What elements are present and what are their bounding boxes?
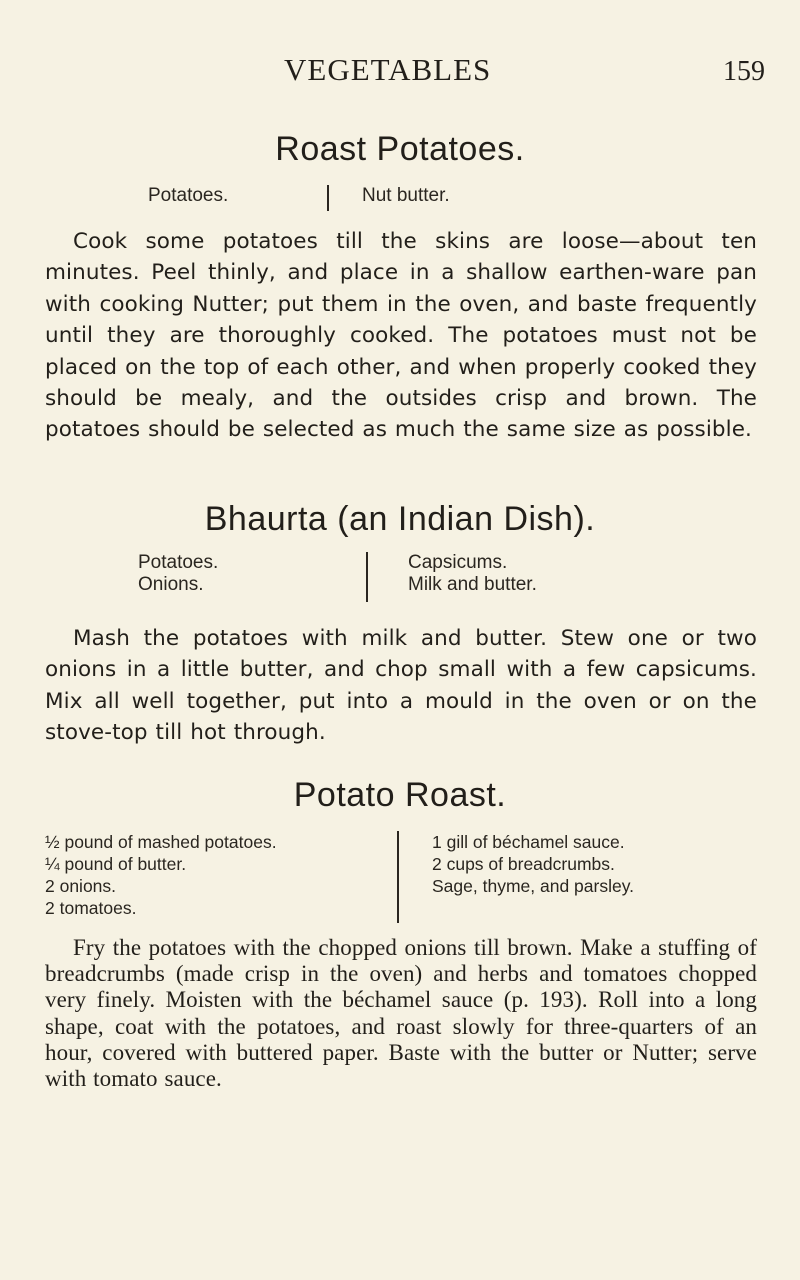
recipe-method [45,935,757,1092]
ingredients-list [0,185,800,211]
ingredient-item: Sage, thyme, and parsley. [432,876,635,896]
ingredient-item: 1 gill of béchamel sauce. [432,832,625,852]
ingredient-item: ¼ pound of butter. [45,854,187,874]
ingredient-item: 2 cups of breadcrumbs. [432,854,615,874]
recipe-method [45,226,757,446]
method-text: Fry the potatoes with the chopped onions till brown. Make a stuffing of breadcrumbs (made crisp in the oven) and herbs and tomatoes chopped very finely. Moisten with the béchamel sauce (p. 193). Roll into a long shape, coat with the potatoes, and roast slowly for three-quarters of an hour, covered with buttered paper. Baste with the butter or Nutter; serve with tomato sauce. [45,935,757,1092]
recipe-title: Potato Roast. [293,776,507,814]
ingredient-item: Capsicums. [408,552,508,573]
ingredient-item: 2 onions. [45,876,117,896]
ingredients-divider [366,552,368,602]
ingredients-right-column [432,831,634,897]
ingredients-right-column [362,185,450,207]
running-head [0,52,800,92]
ingredients-left-column [148,185,228,207]
ingredient-item: Onions. [138,574,204,595]
ingredients-right-column [408,552,537,596]
ingredient-item: Potatoes. [138,552,219,573]
recipe-title: Roast Potatoes. [275,130,525,168]
ingredient-item: ½ pound of mashed potatoes. [45,832,277,852]
recipe-title: Bhaurta (an Indian Dish). [204,500,596,538]
ingredients-list [0,552,800,602]
ingredient-item: 2 tomatoes. [45,898,137,918]
ingredients-left-column [138,552,218,596]
ingredients-divider [397,831,399,923]
method-text: Cook some potatoes till the skins are loose—about ten minutes. Peel thinly, and place in a shallow earthen-ware pan with cooking Nutter; put them in the oven, and baste frequently until they are thoroughly cooked. The potatoes must not be placed on the top of each other, and when properly cooked they should be mealy, and the outsides crisp and brown. The potatoes should be selected as much the same size as possible. [45,229,757,443]
page-number: 159 [723,56,765,87]
ingredients-list [0,831,800,923]
method-text: Mash the potatoes with milk and butter. Stew one or two onions in a little butter, and chop small with a few capsicums. Mix all well together, put into a mould in the oven or on the stove-top till hot through. [45,626,757,746]
ingredients-divider [327,185,329,211]
ingredient-item: Nut butter. [362,185,450,206]
ingredient-item: Milk and butter. [408,574,537,595]
running-title: VEGETABLES [284,52,492,87]
ingredient-item: Potatoes. [148,185,229,206]
ingredients-left-column [45,831,277,919]
recipe-method [45,623,757,749]
